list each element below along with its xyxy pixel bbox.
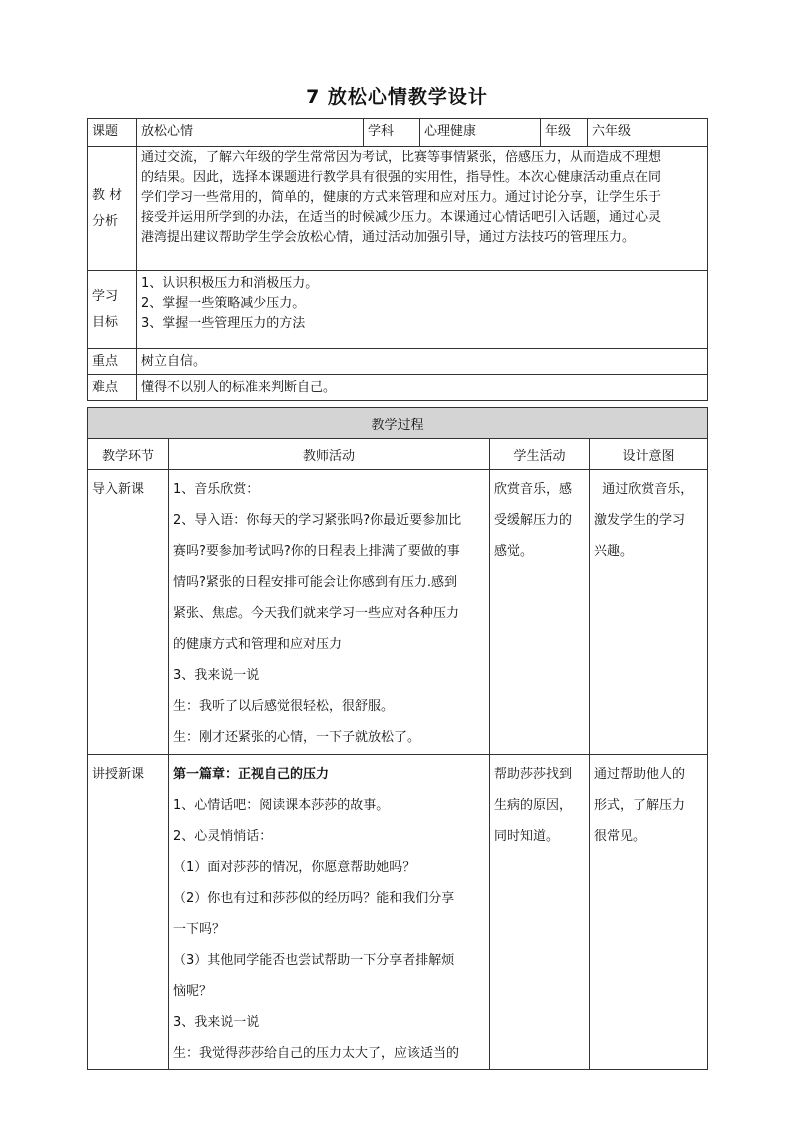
key-value: 树立自信。 (137, 349, 708, 375)
teacher-line: 生：我听了以后感觉很轻松，很舒服。 (173, 699, 395, 714)
goal-item: 2、掌握一些策略减少压力。 (141, 296, 306, 311)
student-line: 受缓解压力的 (494, 513, 573, 528)
student-line: 同时知道。 (494, 829, 560, 844)
analysis-line: 通过交流，了解六年级的学生常常因为考试，比赛等事情紧张，倍感压力，从而造成不理想 (141, 150, 662, 165)
teacher-line: 紧张、焦虑。今天我们就来学习一些应对各种压力 (173, 606, 460, 621)
intent-line: 通过欣赏音乐， (594, 482, 694, 497)
student-activity-cell (490, 470, 590, 755)
difficulty-value: 懂得不以别人的标准来判断自己。 (137, 375, 708, 401)
teacher-line: 2、心灵悄悄话： (173, 829, 273, 844)
teacher-line: （1）面对莎莎的情况，你愿意帮助她吗？ (173, 860, 416, 875)
teacher-line: 3、我来说一说 (173, 1015, 260, 1030)
header-student: 学生活动 (490, 439, 590, 470)
analysis-line: 的结果。因此，选择本课题进行教学具有很强的实用性，指导性。本次心健康活动重点在同 (141, 170, 662, 185)
analysis-label-line: 分析 (92, 214, 119, 229)
analysis-label (88, 147, 137, 271)
difficulty-row (88, 375, 708, 401)
info-table (87, 118, 708, 401)
teacher-line: 生：我觉得莎莎给自己的压力太大了，应该适当的 (173, 1046, 460, 1061)
student-activity-cell (490, 755, 590, 1070)
grade-label: 年级 (541, 119, 588, 147)
analysis-line: 接受并运用所学到的办法，在适当的时候减少压力。本课通过心情话吧引入话题，通过心灵 (141, 210, 662, 225)
header-teacher: 教师活动 (169, 439, 490, 470)
subject-value: 放松心情 (137, 119, 364, 147)
stage-cell: 讲授新课 (88, 755, 169, 1070)
difficulty-label: 难点 (88, 375, 137, 401)
goals-list (137, 271, 708, 349)
discipline-value: 心理健康 (420, 119, 541, 147)
student-line: 帮助莎莎找到 (494, 767, 573, 782)
teacher-line: 情吗?紧张的日程安排可能会让你感到有压力.感到 (173, 575, 458, 590)
teacher-line: （2）你也有过和莎莎似的经历吗？能和我们分享 (173, 891, 455, 906)
process-section-row (88, 408, 708, 439)
teacher-line: 生：刚才还紧张的心情，一下子就放松了。 (173, 730, 421, 745)
teacher-line: 恼呢？ (173, 984, 213, 999)
goals-label (88, 271, 137, 349)
subject-label: 课题 (88, 119, 137, 147)
process-table (87, 407, 708, 1070)
stage-cell: 导入新课 (88, 470, 169, 755)
teacher-line: 2、导入语：你每天的学习紧张吗?你最近要参加比 (173, 513, 462, 528)
analysis-row (88, 147, 708, 271)
goals-row (88, 271, 708, 349)
subject-row (88, 119, 708, 147)
goals-label-line: 目标 (92, 315, 119, 330)
teacher-activity-cell (169, 755, 490, 1070)
process-row-intro (88, 470, 708, 755)
intent-line: 形式，了解压力 (594, 798, 686, 813)
student-line: 感觉。 (494, 544, 534, 559)
teacher-line: 赛吗?要参加考试吗?你的日程表上排满了要做的事 (173, 544, 460, 559)
key-row (88, 349, 708, 375)
header-intent: 设计意图 (590, 439, 708, 470)
goal-item: 1、认识积极压力和消极压力。 (141, 276, 319, 291)
goal-item: 3、掌握一些管理压力的方法 (141, 316, 306, 331)
analysis-text (137, 147, 708, 271)
teacher-line: 1、心情话吧：阅读课本莎莎的故事。 (173, 798, 390, 813)
header-stage: 教学环节 (88, 439, 169, 470)
student-line: 欣赏音乐，感 (494, 482, 573, 497)
intent-cell (590, 755, 708, 1070)
page-title: 7 放松心情教学设计 (306, 86, 488, 108)
key-label: 重点 (88, 349, 137, 375)
intent-cell (590, 470, 708, 755)
goals-label-line: 学习 (92, 289, 119, 304)
intent-line: 通过帮助他人的 (594, 767, 686, 782)
student-line: 生病的原因， (494, 798, 573, 813)
teacher-line: （3）其他同学能否也尝试帮助一下分享者排解烦 (173, 953, 455, 968)
teacher-line: 的健康方式和管理和应对压力 (173, 637, 343, 652)
analysis-label-line: 教 材 (92, 188, 123, 203)
teacher-line: 一下吗？ (173, 922, 226, 937)
intent-line: 很常见。 (594, 829, 647, 844)
teacher-line: 3、我来说一说 (173, 668, 260, 683)
grade-value: 六年级 (588, 119, 708, 147)
discipline-label: 学科 (364, 119, 420, 147)
analysis-line: 港湾提出建议帮助学生学会放松心情，通过活动加强引导，通过方法技巧的管理压力。 (141, 230, 636, 245)
teacher-activity-cell (169, 470, 490, 755)
teacher-line: 1、音乐欣赏： (173, 482, 260, 497)
process-row-new-lesson (88, 755, 708, 1070)
analysis-line: 学们学习一些常用的，简单的，健康的方式来管理和应对压力。通过讨论分享，让学生乐于 (141, 190, 662, 205)
intent-line: 激发学生的学习 (594, 513, 686, 528)
process-section-title: 教学过程 (88, 408, 708, 439)
intent-line: 兴趣。 (594, 544, 634, 559)
process-header-row (88, 439, 708, 470)
teacher-heading: 第一篇章：正视自己的压力 (173, 767, 330, 782)
